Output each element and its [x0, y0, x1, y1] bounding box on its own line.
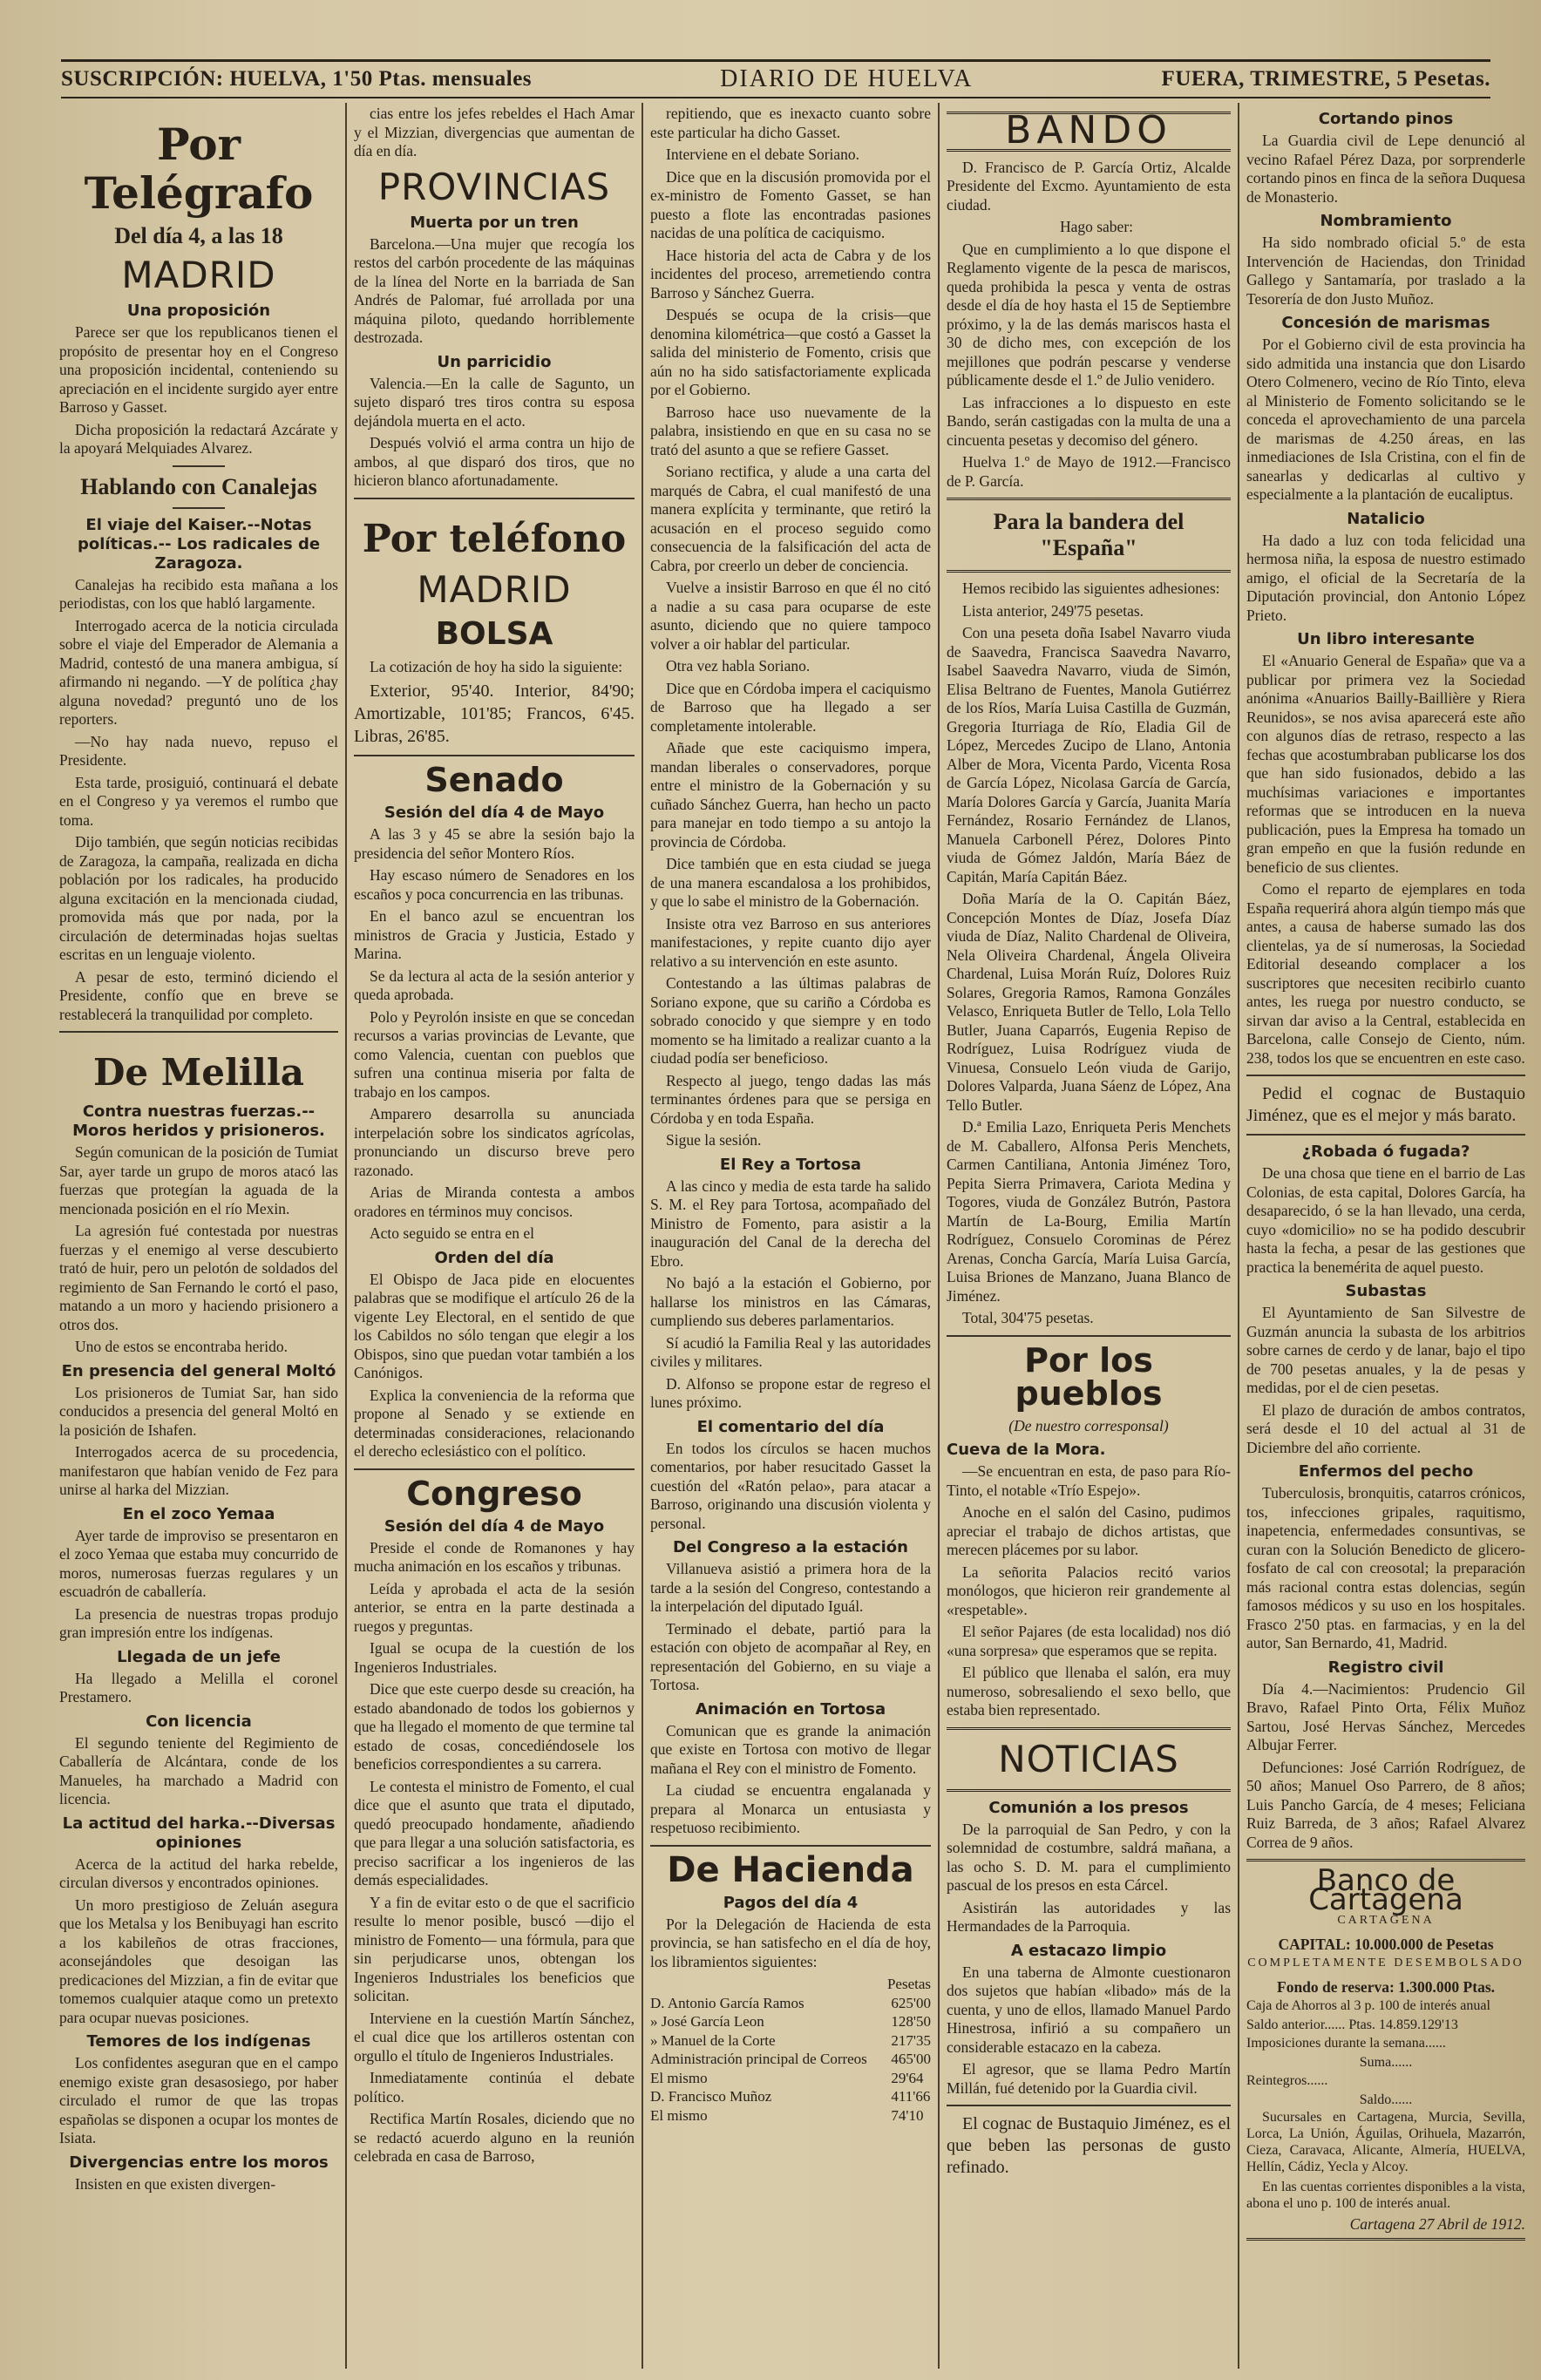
paragraph: Que en cumplimiento a lo que dispone el Reglamento vigente de la pesca de mariscos, queda prohibida la pesca y venta de ostras desde el día de hoy hasta el 15 de Septiembre próximo, y la de las demás mariscos hasta el 30 de dicho mes, con excepción de los mejillones que podrán pescarse y venderse públicamente desde el 1.º de Julio venidero. — [947, 240, 1231, 389]
paragraph: Lista anterior, 249'75 pesetas. — [962, 601, 1144, 620]
paragraph: Ha dado a luz con toda felicidad una hermosa niña, la esposa de nuestro estimado amigo, el oficial de la Secretaría de la Diputación provincial, don Antonio López Prieto. — [1246, 531, 1525, 624]
paragraph: De una chosa que tiene en el barrio de Las Colonias, de esta capital, Dolores García, ha desaparecido, ó se la han llevado, una cerda, cuyo «domicilio» no se ha podido descubrir hasta la fecha, a pesar de las gestiones que practica la benemérita de aquel puesto. — [1246, 1164, 1525, 1276]
headline: Nombramiento — [1320, 212, 1452, 230]
paragraph: Los prisioneros de Tumiat Sar, han sido conducidos a presencia del general Moltó en la posición de Ishafen. — [59, 1383, 338, 1439]
payment-amount: 217'35 — [891, 2031, 931, 2049]
paragraph: Por el Gobierno civil de esta provincia ha sido admitida una instancia que don Lisardo Otero Colmenero, vecino de Río Tinto, eleva al Ministerio de Fomento solicitando se le conceda el aprovechamiento de una parcela de marismas de 4.250 áreas, en las inmediaciones de Isla Cristina, con el fin de sanearlas y dedicarlas al cultivo y especialmente a la plantación de eucaliptus. — [1246, 336, 1525, 503]
paragraph: Después volvió el arma contra un hijo de ambos, al que disparó dos tiros, que no hicieron blanco afortunadamente. — [354, 434, 635, 489]
headline: Orden del día — [434, 1248, 554, 1267]
section-title-melilla: De Melilla — [92, 1051, 304, 1094]
headline: Divergencias entre los moros — [69, 2153, 329, 2172]
separator — [354, 1468, 635, 1470]
paragraph: El «Anuario General de España» que va a publicar por primera vez la Sociedad anónima «Anuarios Bailly-Baillière y Riera Reunidos», se nos avisa aparecerá este año con algunos días de retraso, respecto a las fechas que acostumbraban publicarse los dos que han sido fusionados, debido a las muchísimas variaciones e importantes reformas que se introducen en la nueva publicación, pues la Empresa ha tomado un gran empeño en que la fusión redunde en beneficio de sus clientes. — [1246, 652, 1525, 876]
stock-quotes: Exterior, 95'40. Interior, 84'90; Amortizable, 101'85; Francos, 6'45. Libras, 26'85. — [354, 681, 635, 746]
bank-advertisement — [1246, 1859, 1525, 2241]
paragraph: Leída y aprobada el acta de la sesión anterior, se entra en la parte destinada a ruegos y preguntas. — [354, 1579, 635, 1635]
bank-savings: Caja de Ahorros al 3 p. 100 de interés anual — [1246, 1998, 1490, 2013]
headline: El Rey a Tortosa — [719, 1155, 862, 1174]
section-title-hacienda: De Hacienda — [667, 1849, 914, 1890]
bank-reserve: Fondo de reserva: 1.300.000 Ptas. — [1277, 1977, 1495, 1996]
headline: A estacazo limpio — [1010, 1941, 1167, 1960]
section-title-bolsa: BOLSA — [435, 615, 553, 652]
column-rule — [642, 103, 643, 2369]
advertisement: El cognac de Bustaquio Jiménez, es el que beben las personas de gusto refinado. — [947, 2114, 1231, 2177]
payment-name: » Manuel de la Corte — [650, 2031, 776, 2049]
headline: Hablando con Canalejas — [80, 473, 317, 499]
paragraph: Dice que en Córdoba impera el caciquismo de Barroso que ha llegado a ser completamente intolerable. — [650, 679, 931, 735]
paragraph: El señor Pajares (de esta localidad) nos dió «una sorpresa» que esperamos que se repita. — [947, 1623, 1231, 1659]
paragraph: Dice que en la discusión promovida por el ex-ministro de Fomento Gasset, se han puesto a flote las encontradas pasiones nacidas de una política de caciquismo. — [650, 167, 931, 241]
headline: Enfermos del pecho — [1298, 1462, 1474, 1481]
headline: Concesión de marismas — [1281, 314, 1490, 332]
paragraph: A las cinco y media de esta tarde ha salido S. M. el Rey para Tortosa, acompañado del Ministro de Fomento, para asistir a la inauguración del Canal de la derecha del Ebro. — [650, 1176, 931, 1270]
paragraph: Rectifica Martín Rosales, diciendo que no se redactó acuerdo alguno en la reunión celebrada en casa de Barroso, — [354, 2110, 635, 2165]
headline: Con licencia — [146, 1712, 252, 1731]
bank-footer: Cartagena 27 Abril de 1912. — [1349, 2215, 1525, 2233]
masthead — [61, 59, 1490, 98]
headline: La actitud del harka.--Diversas opiniones — [62, 1814, 336, 1852]
column-rule — [938, 103, 940, 2369]
paragraph: Con una peseta doña Isabel Navarro viuda de Saavedra, Francisca Saavedra Navarro, Isabel Saavedra Navarro, viuda de Simón, Elisa Beltrano de Fuentes, Manola Gutiérrez de los Ríos, María Luisa Castilla de Guzmán, Gregoria Iturriaga de Río, Eladia Gil de López, Mercedes Zucipo de Llano, Antonia Alber de Mora, Vicenta Pardo, Vicenta Rosa de García López, Nicolasa García de García, María Dolores García y García, Juanita María Fernández, Rosario Fernández de Llanos, Manuela Carbonell Pérez, Dolores Pinto viuda de Gómez Jaldón, María Báez de Capitán, María Capitán Báez. — [947, 624, 1231, 885]
paragraph: De la parroquial de San Pedro, y con la solemnidad de costumbre, saldrá mañana, a las ocho S. D. M. para el cumplimiento pascual de los presos en esta Cárcel. — [947, 1820, 1231, 1894]
city-heading: MADRID — [121, 254, 276, 296]
paragraph: repitiendo, que es inexacto cuanto sobre este particular ha dicho Gasset. — [650, 105, 931, 141]
paragraph: El plazo de duración de ambos contratos, será desde el 10 del actual al 31 de Diciembre del año corriente. — [1246, 1400, 1525, 1456]
paragraph: Ha sido nombrado oficial 5.º de esta Intervención de Haciendas, don Trinidad Gallego y Santamaría, por traslado a la Tesorería de don Justo Muñoz. — [1246, 234, 1525, 308]
headline: Pagos del día 4 — [723, 1893, 859, 1912]
paragraph: Barcelona.—Una mujer que recogía los restos del carbón procedente de las máquinas de la línea del Norte en la barriada de San Andrés de Palomar, fué arrollada por una máquina piloto, quedando horriblemente destrozada. — [354, 234, 635, 346]
paragraph: En una taberna de Almonte cuestionaron dos sujetos que habían «libado» más de la cuenta, y uno de ellos, llamado Manuel Pardo Hinestrosa, infirió a su compañero un considerable estacazo en la cabeza. — [947, 1963, 1231, 2056]
paragraph: Hace historia del acta de Cabra y de los incidentes del proceso, arremetiendo contra Barroso y Sánchez Guerra. — [650, 246, 931, 302]
paragraph: Inmediatamente continúa el debate político. — [354, 2069, 635, 2105]
paragraph: Hay escaso número de Senadores en los escaños y poca concurrencia en las tribunas. — [354, 866, 635, 903]
paragraph: Uno de estos se encontraba herido. — [75, 1338, 288, 1355]
paragraph: Como el reparto de ejemplares en toda España requerirá ahora algún tiempo más que antes, a causa de haberse sumado las dos clientelas, ya de sí numerosas, la Sociedad Editorial deseando complacer a los suscriptores que necesiten recibirlo cuanto antes, les ruega por nuestro conducto, se sirvan dar aviso a la Central, establecida en Barcelona, calle Consejo de Ciento, núm. 238, todos los que se encuentren en este caso. — [1246, 880, 1525, 1067]
paragraph: Interviene en la cuestión Martín Sánchez, el cual dice que los artilleros ostentan con orgullo el título de Ingenieros Industriales. — [354, 2009, 635, 2065]
subscription-outside: FUERA, TRIMESTRE, 5 Pesetas. — [1161, 67, 1490, 91]
headline: El comentario del día — [696, 1417, 885, 1436]
bank-line: Suma...... — [1359, 2054, 1413, 2070]
headline: Contra nuestras fuerzas.--Moros heridos y prisioneros. — [72, 1102, 325, 1140]
section-title-bando: BANDO — [1005, 108, 1172, 153]
headline: Llegada de un jefe — [117, 1647, 281, 1666]
paragraph: El segundo teniente del Regimiento de Caballería de Alcántara, conde de los Manueles, ha marchado a Madrid con licencia. — [59, 1733, 338, 1807]
paragraph: Según comunican de la posición de Tumiat Sar, ayer tarde un grupo de moros atacó las fuerzas que protegían la aguada de la mencionada posición en el río Mexin. — [59, 1143, 338, 1217]
paragraph: Los confidentes aseguran que en el campo enemigo existe gran desasosiego, por haber circulado el rumor de que las tropas españolas se disponen a ocupar los montes de Isiata. — [59, 2054, 338, 2146]
paragraph: Respecto al juego, tengo dadas las más terminantes órdenes para que se persiga en Córdoba y en toda España. — [650, 1071, 931, 1127]
section-title-pueblos: Por los pueblos — [1015, 1340, 1163, 1413]
headline: Sesión del día 4 de Mayo — [384, 1516, 605, 1536]
headline: ¿Robada ó fugada? — [1301, 1143, 1470, 1161]
bank-line: Reintegros...... — [1246, 2073, 1328, 2088]
dateline: Del día 4, a las 18 — [114, 223, 283, 248]
headline: Comunión a los presos — [988, 1798, 1189, 1817]
payment-amount: 465'00 — [891, 2051, 931, 2067]
paragraph: Polo y Peyrolón insiste en que se concedan recursos a varias provincias de Levante, que como Valencia, cuentan con pueblos que sufren una continua miseria por falta de trabajo en los campos. — [354, 1007, 635, 1101]
paragraph: Valencia.—En la calle de Sagunto, un sujeto disparó tres tiros contra su esposa dejándola muerta en el acto. — [354, 374, 635, 430]
paragraph: Y a fin de evitar esto o de que el sacrificio resulte lo menor posible, buscó —dijo el ministro de Fomento— una fórmula, para que sin perjudicarse unos, obtengan los Ingenieros Industriales los beneficios que solicitan. — [354, 1893, 635, 2004]
bank-desembolsado: COMPLETAMENTE DESEMBOLSADO — [1247, 1956, 1524, 1970]
paragraph: Interviene en el debate Soriano. — [666, 146, 860, 163]
paragraph: Explica la conveniencia de la reforma que propone al Senado y se extiende en determinadas consideraciones, relacionando el derecho eclesiástico con el político. — [354, 1386, 635, 1460]
paragraph: Vuelve a insistir Barroso en que él no citó a nadie a su casa para ocuparse de este asunto, diciendo que no quiere tampoco volver a oir hablar del particular. — [650, 579, 931, 653]
bank-city: CARTAGENA — [1337, 1914, 1435, 1927]
section-title-bandera: Para la bandera del "España" — [993, 509, 1185, 560]
separator — [1246, 1075, 1525, 1076]
paragraph: Se da lectura al acta de la sesión anterior y queda aprobada. — [354, 966, 635, 1003]
city-heading: MADRID — [417, 567, 572, 611]
bank-name: Banco de Cartagena — [1308, 1863, 1463, 1917]
paragraph: No bajó a la estación el Gobierno, por hallarse los ministros en las Cámaras, cumpliendo sus deberes parlamentarios. — [650, 1274, 931, 1329]
headline: Subastas — [1345, 1282, 1427, 1300]
paragraph: Insisten en que existen divergen- — [75, 2174, 276, 2193]
paragraph: Asistirán las autoridades y las Hermandades de la Parroquia. — [947, 1898, 1231, 1935]
paragraph: Interrogado acerca de la noticia circulada sobre el viaje del Emperador de Alemania a Madrid, contestó de una manera ambigua, sí afirmando ni negando. —Y de política ¿hay alguna novedad? preguntó uno de los reporters. — [59, 616, 338, 728]
paragraph: Dicha proposición la redactará Azcárate y la apoyará Melquiades Alvarez. — [59, 420, 338, 457]
paragraph: Otra vez habla Soriano. — [666, 657, 811, 675]
paragraph: El Ayuntamiento de San Silvestre de Guzmán anuncia la subasta de los arbitrios sobre carnes de cerdo y de lanar, bajo el tipo de 700 pesetas anuales, y la de pesas y medidas, por el de cien pesetas. — [1246, 1304, 1525, 1396]
separator — [947, 2105, 1231, 2106]
paragraph: Las infracciones a lo dispuesto en este Bando, serán castigadas con la multa de una a cincuenta pesetas y decomiso del género. — [947, 393, 1231, 449]
paragraph: Interrogados acerca de su procedencia, manifestaron que habían venido de Fez para unirse al harka del Mizzian. — [59, 1443, 338, 1498]
paragraph: Doña María de la O. Capitán Báez, Concepción Montes de Díaz, Josefa Díaz viuda de Díaz, Nalito Chardenal de Oliveira, Nela Oliveira Chardenal, Ángela Oliveira Chardenal, Luisa Morán Ruíz, Dolores Ruiz Solares, Gregoria Ramos, Ramona Gonzáles Velasco, Enriqueta Butler de Tello, Lola Tello Butler, Juana Caparrós, Eugenia Repiso de Rodríguez, Luisa Rodríguez viuda de Vinuesa, Consuelo León viuda de Garijo, Dolores Valparda, Juana Sáenz de López, Ana Tello Butler. — [947, 890, 1231, 1114]
paragraph: Sigue la sesión. — [666, 1131, 762, 1149]
paragraph: Día 4.—Nacimientos: Prudencio Gil Bravo, Rafael Pinto Orta, Félix Muñoz Sartou, José Hervas Sánchez, Mercedes Albujar Ferrer. — [1246, 1679, 1525, 1753]
paragraph: Dice que este cuerpo desde su creación, ha estado abandonado de todos los gobiernos y que ha llegado el momento de que termine tal estado de cosas, concediéndosele los beneficios correspondientes a su carrera. — [354, 1680, 635, 1773]
newspaper-title: DIARIO DE HUELVA — [720, 65, 974, 92]
separator — [354, 755, 635, 756]
section-title-provincias: PROVINCIAS — [377, 165, 611, 208]
bandera-box — [947, 498, 1231, 573]
paragraph: Por la Delegación de Hacienda de esta provincia, se han satisfecho en el día de hoy, los libramientos siguientes: — [650, 1915, 931, 1970]
headline: En el zoco Yemaa — [122, 1504, 275, 1523]
payment-name: D. Antonio García Ramos — [650, 1994, 804, 2011]
payment-name: Administración principal de Correos — [650, 2051, 867, 2067]
paragraph: A pesar de esto, terminó diciendo el Presidente, confío que en breve se restablecerá la tranquilidad por completo. — [59, 967, 338, 1023]
separator — [1246, 1134, 1525, 1136]
bank-branches: Sucursales en Cartagena, Murcia, Sevilla, Lorca, La Unión, Águilas, Orihuela, Mazarrón, Cieza, Caravaca, Alicante, Almería, HUELVA, Hellín, Cádiz, Yecla y Alcoy. — [1246, 2110, 1525, 2174]
pesetas-label: Pesetas — [886, 1976, 931, 1992]
headline: Natalicio — [1347, 509, 1425, 528]
headline: Registro civil — [1327, 1658, 1444, 1677]
column-2 — [354, 105, 635, 2370]
payment-amount: 411'66 — [891, 2088, 931, 2105]
paragraph: Hago saber: — [1059, 218, 1134, 235]
headline: Sesión del día 4 de Mayo — [384, 804, 605, 822]
paragraph: cias entre los jefes rebeldes el Hach Amar y el Mizzian, divergencias que aumentan de día en día. — [354, 105, 635, 159]
separator — [173, 465, 225, 467]
payments-table — [650, 1994, 931, 2126]
paragraph: La presencia de nuestras tropas produjo gran impresión entre los indígenas. — [59, 1604, 338, 1641]
column-4 — [947, 105, 1231, 2370]
headline: En presencia del general Moltó — [61, 1361, 336, 1380]
paragraph: La señorita Palacios recitó varios monólogos, que hicieron reir grandemente al «respetable». — [947, 1563, 1231, 1618]
paragraph: Sí acudió la Familia Real y las autoridades civiles y militares. — [650, 1333, 931, 1370]
paragraph: El público que llenaba el salón, era muy numeroso, sobresaliendo el sexo bello, que estaba bien representado. — [947, 1664, 1231, 1719]
payment-name: El mismo — [650, 2069, 708, 2086]
paragraph: Total, 304'75 pesetas. — [962, 1309, 1094, 1326]
column-1 — [59, 105, 338, 2370]
paragraph: Comunican que es grande la animación que existe en Tortosa con motivo de llegar mañana el Rey con el ministro de Fomento. — [650, 1721, 931, 1777]
advertisement: Pedid el cognac de Bustaquio Jiménez, que es el mejor y más barato. — [1246, 1084, 1525, 1125]
paragraph: Defunciones: José Carrión Rodríguez, de 50 años; Manuel Oso Parrero, de 8 años; Luis Pancho García, de 4 meses; Feliciana Ruiz Barreda, de 3 años; Rafael Alvarez Correa de 9 años. — [1246, 1758, 1525, 1851]
separator — [354, 498, 635, 499]
headline: Cueva de la Mora. — [947, 1441, 1106, 1459]
paragraph: Amparero desarrolla su anunciada interpelación sobre los sindicatos agrícolas, pronunciando un discurso breve pero razonado. — [354, 1105, 635, 1179]
separator — [650, 1845, 931, 1847]
headline: Cortando pinos — [1318, 110, 1454, 128]
headline: Una proposición — [126, 302, 271, 320]
paragraph: Después se ocupa de la crisis—que denomina kilométrica—que costó a Gasset la salida del ministerio de Fomento, crisis que aún no ha sido satisfactoriamente explicada por el Gobierno. — [650, 306, 931, 398]
noticias-box — [947, 1727, 1231, 1792]
paragraph: Hemos recibido las siguientes adhesiones: — [962, 580, 1220, 597]
paragraph: Un moro prestigioso de Zeluán asegura que los Metalsa y los Benibuyagi han escrito a los kabileños de otras fracciones, aconsejándoles que desoigan las predicaciones del Mizzian, a fin de evitar que tomemos cualquier ataque como un pretexto para ocupar nuevas posiciones. — [59, 1895, 338, 2026]
paragraph: Contestando a las últimas palabras de Soriano expone, que su cariño a Córdoba es sobrado conocido y que siempre y en todo momento se ha limitado a realizar cuanto a la ciudad podía ser beneficioso. — [650, 974, 931, 1067]
paragraph: La ciudad se encuentra engalanada y prepara al Monarca un entusiasta y respetuoso recibimiento. — [650, 1781, 931, 1836]
paragraph: La Guardia civil de Lepe denunció al vecino Rafael Pérez Daza, por sorprenderle cortando pinos en finca de la señora Duquesa de Monasterio. — [1246, 132, 1525, 206]
column-5 — [1246, 105, 1525, 2370]
paragraph: Anoche en el salón del Casino, pudimos apreciar el trabajo de dichos artistas, que merecen plácemes por su labor. — [947, 1503, 1231, 1558]
paragraph: —No hay nada nuevo, repuso el Presidente. — [59, 732, 338, 769]
separator — [947, 1335, 1231, 1337]
headline: El viaje del Kaiser.--Notas políticas.-- Los radicales de Zaragoza. — [77, 515, 321, 573]
paragraph: Barroso hace uso nuevamente de la palabra, insistiendo en que en su casa no se trató del asunto a que se refiere Gasset. — [650, 403, 931, 458]
paragraph: Canalejas ha recibido esta mañana a los periodistas, con los que habló largamente. — [59, 575, 338, 612]
paragraph: D. Alfonso se propone estar de regreso el lunes próximo. — [650, 1374, 931, 1411]
separator — [173, 507, 225, 509]
headline: Un libro interesante — [1297, 630, 1475, 648]
paragraph: El Obispo de Jaca pide en elocuentes palabras que se modifique el artículo 26 de la vigente Ley Electoral, en el sentido de que los Cabildos no sólo tengan que elegir a los Obispos, sino que puedan votar también a los Canónigos. — [354, 1270, 635, 1381]
separator — [59, 1031, 338, 1033]
paragraph: Soriano rectifica, y alude a una carta del marqués de Cabra, el cual manifestó de una manera explícita y terminante, que retiró la acusación en el proceso seguido como consecuencia de la falsificación del acta de Cabra, por creerlo un deber de conciencia. — [650, 463, 931, 574]
paragraph: El agresor, que se llama Pedro Martín Millán, fué detenido por la Guardia civil. — [947, 2060, 1231, 2097]
paragraph: Terminado el debate, partió para la estación con objeto de acompañar al Rey, en representación del Gobierno, en su viaje a Tortosa. — [650, 1619, 931, 1693]
paragraph: Villanueva asistió a primera hora de la tarde a la sesión del Congreso, contestando a la interpelación del diputado Iguál. — [650, 1560, 931, 1615]
paragraph: La cotización de hoy ha sido la siguiente: — [370, 657, 623, 675]
paragraph: Arias de Miranda contesta a ambos oradores en términos muy concisos. — [354, 1183, 635, 1220]
paragraph: Acto seguido se entra en el — [370, 1224, 535, 1242]
payment-amount: 74'10 — [891, 2106, 924, 2124]
paragraph: Parece ser que los republicanos tienen el propósito de presentar hoy en el Congreso una proposición incidental, conteniendo su apreciación en el incidente surgido ayer entre Barroso y Gasset. — [59, 323, 338, 416]
paragraph: Insiste otra vez Barroso en sus anteriores manifestaciones, y repite cuanto dijo ayer relativo a su intervención en este asunto. — [650, 914, 931, 970]
bando-box — [947, 108, 1231, 153]
paragraph: D.ª Emilia Lazo, Enriqueta Peris Menchets de M. Caballero, Alfonsa Peris Menchets, Carmen Cantiliana, Antonia Jiménez Toro, Pepita Sierra Primavera, Cariota Medina y Togores, viuda de González Butrón, Pastora Martín de La-Bourg, Emilia Martín Rodríguez, Consuelo Corominas de Pérez Arenas, Concha García, María Luisa García, Luisa Briones de Manzano, Juana Blanco de Jiménez. — [947, 1118, 1231, 1305]
payment-amount: 625'00 — [891, 1994, 931, 2011]
column-rule — [1238, 103, 1239, 2369]
bank-line: Imposiciones durante la semana...... — [1246, 2036, 1446, 2051]
paragraph: La agresión fué contestada por nuestras fuerzas y el enemigo al verse descubierto trató de huir, pero un pelotón de soldados del regimiento de San Fernando le cortó el paso, matando a un moro y haciendo prisionero a otros dos. — [59, 1222, 338, 1333]
paragraph: En todos los círculos se hacen muchos comentarios, por haber resucitado Gasset la cuestión del «Ratón pelao», para atacar a Barroso, originando una discusión violenta y personal. — [650, 1439, 931, 1532]
headline: Muerta por un tren — [410, 213, 579, 232]
payment-name: » José García Leon — [650, 2013, 764, 2030]
bank-accounts: En las cuentas corrientes disponibles a la vista, abona el uno p. 100 de interés anual. — [1246, 2180, 1525, 2211]
paragraph: Huelva 1.º de Mayo de 1912.—Francisco de P. García. — [947, 453, 1231, 490]
section-title-telefono: Por teléfono — [362, 516, 627, 561]
payment-amount: 128'50 — [891, 2013, 931, 2030]
paragraph: Igual se ocupa de la cuestión de los Ingenieros Industriales. — [354, 1639, 635, 1676]
paragraph: Ayer tarde de improviso se presentaron en el zoco Yemaa que estaba muy concurrido de moros, numerosas fuerzas regulares y un escuadrón de caballería. — [59, 1526, 338, 1600]
paragraph: En el banco azul se encuentran los ministros de Gracia y Justicia, Estado y Marina. — [354, 907, 635, 962]
headline: Temores de los indígenas — [86, 2032, 311, 2051]
column-3 — [650, 105, 931, 2370]
paragraph: —Se encuentran en esta, de paso para Río-Tinto, el notable «Trío Espejo». — [947, 1462, 1231, 1499]
section-title-senado: Senado — [424, 761, 564, 799]
section-title-telegrafo: Por Telégrafo — [84, 119, 314, 219]
headline: Animación en Tortosa — [695, 1699, 886, 1719]
paragraph: D. Francisco de P. García Ortiz, Alcalde Presidente del Excmo. Ayuntamiento de esta ciudad. — [947, 158, 1231, 214]
section-title-noticias: NOTICIAS — [998, 1737, 1179, 1780]
column-rule — [345, 103, 347, 2369]
headline: Un parricidio — [437, 352, 552, 371]
paragraph: Esta tarde, prosiguió, continuará el debate en el Congreso y ya veremos el rumbo que toma. — [59, 773, 338, 829]
payment-name: D. Francisco Muñoz — [650, 2088, 772, 2105]
correspondent-note: (De nuestro corresponsal) — [1008, 1416, 1169, 1434]
paragraph: Dijo también, que según noticias recibidas de Zaragoza, la campaña, realizada en dicha población por los radicales, ha producido alguna excitación en la mencionada ciudad, promovida más que por nada, por la circulación de determinadas hojas sueltas escritas en un lenguaje violento. — [59, 833, 338, 963]
paragraph: Ha llegado a Melilla el coronel Prestamero. — [59, 1669, 338, 1705]
paragraph: A las 3 y 45 se abre la sesión bajo la presidencia del señor Montero Ríos. — [354, 825, 635, 862]
section-title-congreso: Congreso — [406, 1474, 582, 1513]
bank-capital: CAPITAL: 10.000.000 de Pesetas — [1278, 1935, 1494, 1953]
payment-amount: 29'64 — [891, 2069, 924, 2086]
paragraph: Dice también que en esta ciudad se juega de una manera escandalosa a los prohibidos, y que lo sabe el ministro de la Gobernación. — [650, 855, 931, 910]
subscription-local: SUSCRIPCIÓN: HUELVA, 1'50 Ptas. mensuales — [61, 67, 533, 91]
paragraph: Le contesta el ministro de Fomento, el cual dice que el asunto que trata el diputado, quedó preocupado hondamente, añadiendo que para llegar a una solución satisfactoria, es preciso sacrificar a los ingenieros de las demás especialidades. — [354, 1777, 635, 1888]
headline: Del Congreso a la estación — [673, 1538, 908, 1556]
bank-line: Saldo anterior...... Ptas. 14.859.129'13 — [1246, 2017, 1458, 2032]
paragraph: Preside el conde de Romanones y hay mucha animación en los escaños y tribunas. — [354, 1538, 635, 1575]
paragraph: Tuberculosis, bronquitis, catarros crónicos, tos, infecciones gripales, raquitismo, inapetencia, enfermedades consuntivas, se curan con la Solución Benedicto de glicero-fosfato de cal con creosotal; la preparación más racional contra estas dolencias, según famosos médicos y su uso en los hospitales. Frasco 2'50 ptas. en farmacias, y en la del autor, San Bernardo, 41, Madrid. — [1246, 1484, 1525, 1651]
payment-name: El mismo — [650, 2106, 708, 2124]
paragraph: Acerca de la actitud del harka rebelde, circulan diversos y encontrados opiniones. — [59, 1855, 338, 1891]
bank-line: Saldo...... — [1359, 2092, 1413, 2107]
paragraph: Añade que este caciquismo impera, mandan liberales o conservadores, porque entre el ministro de la Gobernación y su cuñado Sánchez Guerra, han hecho un pacto para manejar en todo tiempo a su antojo la provincia de Córdoba. — [650, 739, 931, 851]
